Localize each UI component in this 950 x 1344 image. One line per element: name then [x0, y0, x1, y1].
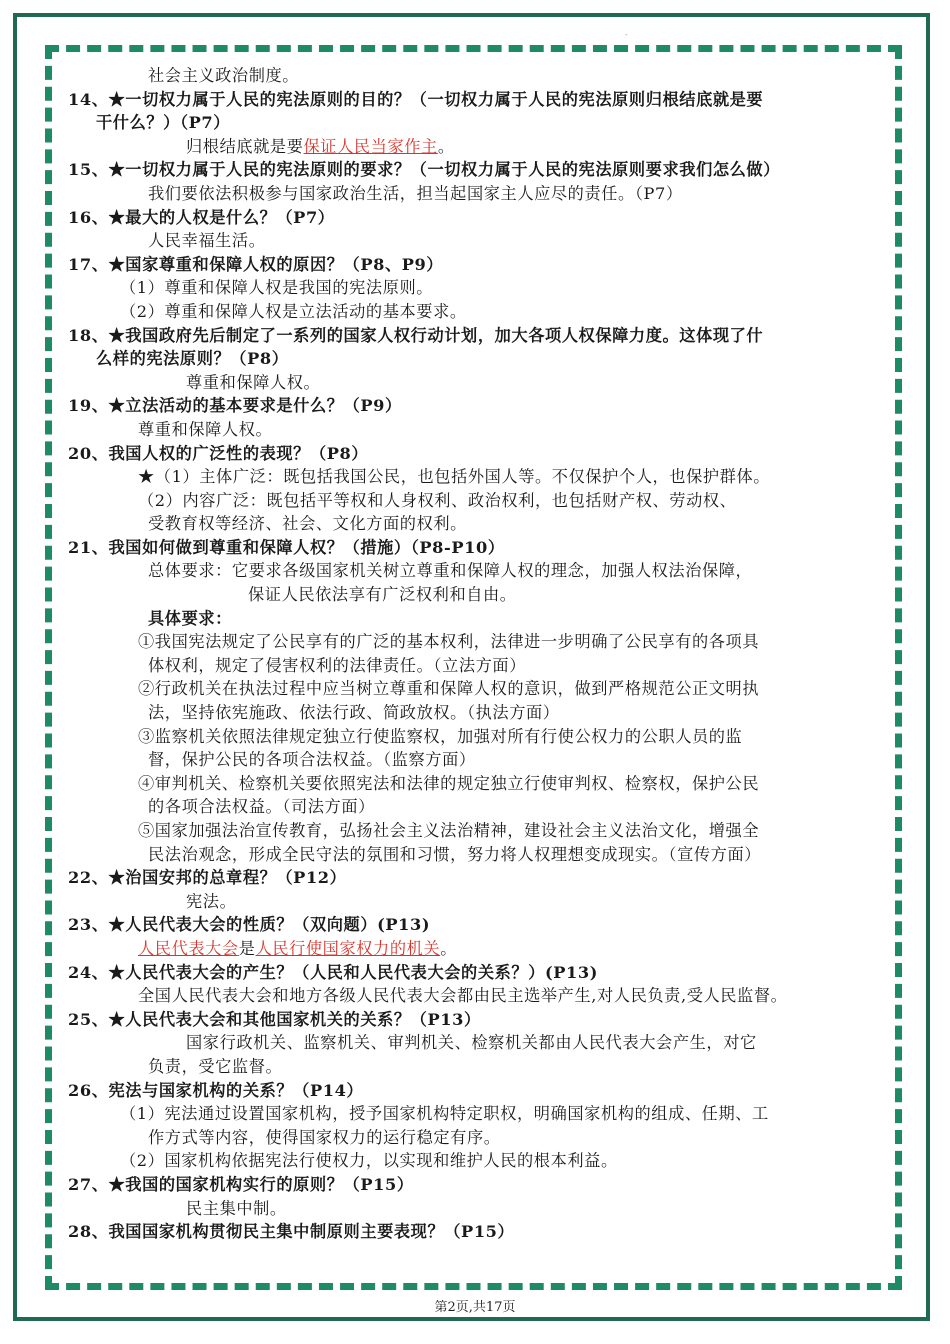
line-text: 民法治观念，形成全民守法的氛围和习惯，努力将人权理想变成现实。（宣传方面）	[148, 844, 762, 864]
question-line	[68, 442, 888, 466]
highlighted-text: 人民代表大会	[138, 938, 239, 958]
line-text: 人民幸福生活。	[148, 231, 266, 251]
answer-line	[68, 654, 888, 678]
answer-line	[68, 819, 888, 843]
answer-line	[68, 465, 888, 489]
line-text: 受教育权等经济、社会、文化方面的权利。	[148, 514, 467, 534]
answer-line	[68, 1102, 888, 1126]
answer-line	[68, 984, 888, 1008]
highlighted-text: 保证人民当家作主	[303, 136, 438, 156]
question-line	[68, 1008, 888, 1032]
answer-line	[68, 182, 888, 206]
answer-line	[68, 489, 888, 513]
answer-line	[68, 772, 888, 796]
question-line	[68, 866, 888, 890]
line-text: 法，坚持依宪施政、依法行政、简政放权。（执法方面）	[148, 703, 560, 723]
answer-line	[68, 276, 888, 300]
page-footer: 第2页,共17页	[434, 1300, 516, 1315]
question-line	[68, 111, 888, 135]
answer-line	[68, 300, 888, 324]
question-line	[68, 253, 888, 277]
line-text: 14、★一切权力属于人民的宪法原则的目的？（一切权力属于人民的宪法原则归根结底就是要	[68, 89, 764, 109]
line-text: 19、★立法活动的基本要求是什么？（P9）	[68, 396, 402, 416]
document-body	[68, 64, 888, 1244]
answer-line	[68, 1126, 888, 1150]
line-text: 27、★我国的国家机构实行的原则？（P15）	[68, 1174, 414, 1194]
line-text: 宪法。	[186, 891, 237, 911]
line-text: 15、★一切权力属于人民的宪法原则的要求？（一切权力属于人民的宪法原则要求我们怎么做）	[68, 160, 781, 180]
question-line	[68, 324, 888, 348]
answer-line	[68, 371, 888, 395]
answer-line	[68, 512, 888, 536]
question-line	[68, 1220, 888, 1244]
line-text: 28、我国国家机构贯彻民主集中制原则主要表现？（P15）	[68, 1222, 515, 1242]
line-text: ⑤国家加强法治宣传教育，弘扬社会主义法治精神，建设社会主义法治文化，增强全	[138, 821, 760, 840]
line-text: 尊重和保障人权。	[138, 419, 273, 439]
question-line	[68, 1079, 888, 1103]
answer-line	[68, 559, 888, 583]
question-line	[68, 1173, 888, 1197]
line-text: 25、★人民代表大会和其他国家机关的关系？（P13）	[68, 1009, 481, 1029]
line-text: 26、宪法与国家机构的关系？（P14）	[68, 1080, 364, 1100]
answer-line	[68, 630, 888, 654]
line-text: 20、我国人权的广泛性的表现？（P8）	[68, 443, 369, 463]
line-text: 归根结底就是要	[186, 136, 304, 156]
answer-line	[68, 607, 888, 631]
question-line	[68, 913, 888, 937]
line-text: 作方式等内容，使得国家权力的运行稳定有序。	[148, 1127, 501, 1147]
line-text: 国家行政机关、监察机关、审判机关、检察机关都由人民代表大会产生，对它	[186, 1033, 757, 1053]
line-text: （1）宪法通过设置国家机构，授予国家机构特定职权，明确国家机构的组成、任期、工	[120, 1104, 769, 1124]
line-text: 。	[437, 136, 455, 156]
question-line	[68, 961, 888, 985]
question-line	[68, 347, 888, 371]
line-text: ②行政机关在执法过程中应当树立尊重和保障人权的意识，做到严格规范公正文明执	[138, 679, 760, 699]
answer-line	[68, 890, 888, 914]
line-text: 体权利，规定了侵害权利的法律责任。（立法方面）	[148, 655, 527, 675]
line-text: 干什么？）（P7）	[96, 113, 231, 133]
answer-line	[68, 64, 888, 88]
line-text: 。	[440, 938, 457, 958]
line-text: 22、★治国安邦的总章程？（P12）	[68, 868, 347, 888]
line-text: 24、★人民代表大会的产生？（人民和人民代表大会的关系？）(P13)	[68, 962, 599, 982]
line-text: 么样的宪法原则？（P8）	[96, 349, 289, 369]
line-text: 民主集中制。	[186, 1198, 287, 1218]
question-line	[68, 394, 888, 418]
answer-line	[68, 1149, 888, 1173]
line-text: 23、★人民代表大会的性质？（双向题）(P13)	[68, 915, 431, 935]
answer-line	[68, 1197, 888, 1221]
line-text: 21、我国如何做到尊重和保障人权？（措施）（P8-P10）	[68, 537, 505, 557]
line-text: （1）尊重和保障人权是我国的宪法原则。	[120, 278, 434, 298]
question-line	[68, 206, 888, 230]
answer-line	[68, 135, 888, 159]
line-text: 总体要求：它要求各级国家机关树立尊重和保障人权的理念，加强人权法治保障，	[148, 561, 753, 581]
line-text: 的各项合法权益。（司法方面）	[148, 797, 375, 817]
line-text: 全国人民代表大会和地方各级人民代表大会都由民主选举产生,对人民负责,受人民监督。	[138, 986, 788, 1006]
answer-line	[68, 418, 888, 442]
line-text: ④审判机关、检察机关要依照宪法和法律的规定独立行使审判权、检察权，保护公民	[138, 773, 760, 793]
answer-line	[68, 1031, 888, 1055]
answer-line	[68, 843, 888, 867]
line-text: （2）内容广泛：既包括平等权和人身权利、政治权利，也包括财产权、劳动权、	[138, 490, 737, 510]
question-line	[68, 88, 888, 112]
line-text: 尊重和保障人权。	[186, 372, 321, 392]
line-text: 16、★最大的人权是什么？（P7）	[68, 207, 335, 227]
question-line	[68, 536, 888, 560]
question-line	[68, 158, 888, 182]
line-text: 18、★我国政府先后制定了一系列的国家人权行动计划，加大各项人权保障力度。这体现了什	[68, 325, 764, 345]
line-text: 我们要依法积极参与国家政治生活，担当起国家主人应尽的责任。（P7）	[148, 183, 683, 203]
answer-line	[68, 701, 888, 725]
line-text: 17、★国家尊重和保障人权的原因？（P8、P9）	[68, 254, 444, 274]
answer-line	[68, 748, 888, 772]
highlighted-text: 人民行使国家权力的机关	[255, 938, 441, 958]
line-text: ①我国宪法规定了公民享有的广泛的基本权利，法律进一步明确了公民享有的各项具	[138, 632, 760, 652]
answer-line	[68, 1055, 888, 1079]
answer-line	[68, 229, 888, 253]
line-text: 是	[238, 938, 256, 958]
dot-mark: -	[625, 30, 628, 39]
answer-line	[68, 937, 888, 961]
line-text: 具体要求：	[148, 608, 232, 628]
line-text: 督，保护公民的各项合法权益。（监察方面）	[148, 750, 476, 770]
answer-line	[68, 677, 888, 701]
line-text: ★（1）主体广泛：既包括我国公民，也包括外国人等。不仅保护个人，也保护群体。	[138, 467, 771, 487]
line-text: （2）尊重和保障人权是立法活动的基本要求。	[120, 301, 467, 321]
answer-line	[68, 725, 888, 749]
line-text: 社会主义政治制度。	[148, 66, 300, 85]
line-text: 负责，受它监督。	[148, 1056, 283, 1076]
answer-line	[68, 795, 888, 819]
answer-line	[68, 583, 888, 607]
line-text: （2）国家机构依据宪法行使权力，以实现和维护人民的根本利益。	[120, 1151, 618, 1171]
line-text: ③监察机关依照法律规定独立行使监察权，加强对所有行使公权力的公职人员的监	[138, 726, 743, 746]
line-text: 保证人民依法享有广泛权利和自由。	[248, 585, 517, 605]
